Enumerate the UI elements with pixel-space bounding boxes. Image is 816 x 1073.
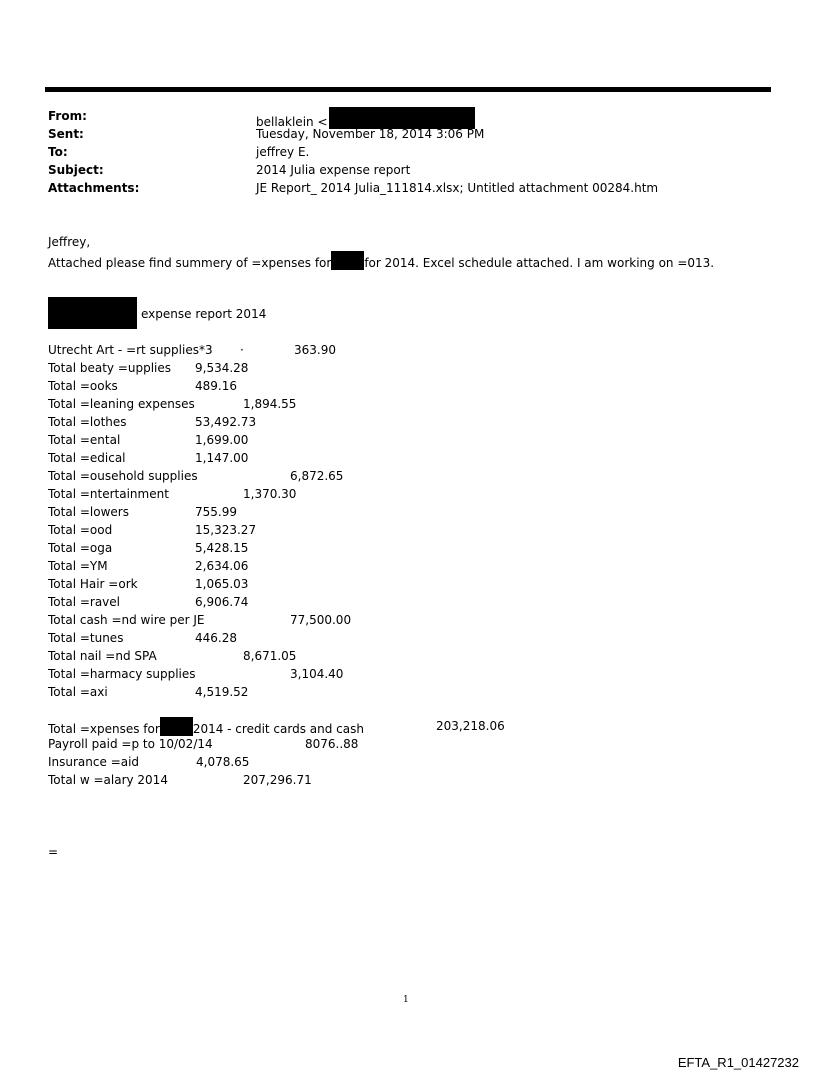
subject-label: Subject:: [48, 163, 104, 177]
expense-label: Total =YM: [48, 559, 108, 573]
expense-label: Total beaty =upplies: [48, 361, 172, 375]
expense-value: 755.99: [195, 505, 237, 519]
expense-label: Total =ousehold supplies: [48, 469, 198, 483]
expense-value: 6,906.74: [195, 595, 249, 609]
from-label: From:: [48, 109, 87, 123]
total-expenses-value: 203,218.06: [436, 719, 505, 733]
expense-value: 2,634.06: [195, 559, 249, 573]
expense-value: 363.90: [294, 343, 336, 357]
expense-label: Utrecht Art - =rt supplies*3: [48, 343, 213, 357]
from-value: bellaklein <: [256, 107, 475, 131]
page-number: 1: [403, 995, 409, 1005]
insurance-label: Insurance =aid: [48, 755, 140, 769]
expense-label: Total cash =nd wire per JE: [48, 613, 205, 627]
expense-value: 1,065.03: [195, 577, 249, 591]
expense-label: Total =ntertainment: [48, 487, 169, 501]
expense-value: 53,492.73: [195, 415, 257, 429]
payroll-label: Payroll paid =p to 10/02/14: [48, 737, 213, 751]
redaction-box: [331, 251, 364, 270]
expense-value: 15,323.27: [195, 523, 257, 537]
expense-label: Total =leaning expenses: [48, 397, 195, 411]
footer-id: EFTA_R1_01427232: [677, 1055, 799, 1070]
expense-value: 1,699.00: [195, 433, 249, 447]
salary-label: Total w =alary 2014: [48, 773, 168, 787]
expense-label: Total =lowers: [48, 505, 129, 519]
body-line: Attached please find summery of =xpenses for for 2014. Excel schedule attached. I am working on =013.: [48, 251, 714, 272]
redaction-box: [160, 717, 193, 736]
sent-label: Sent:: [48, 127, 84, 141]
expense-label: Total Hair =ork: [48, 577, 138, 591]
expense-label: Total =ood: [48, 523, 113, 537]
insurance-value: 4,078.65: [196, 755, 250, 769]
expense-value: 6,872.65: [290, 469, 344, 483]
expense-label: Total =ooks: [48, 379, 118, 393]
expense-label: Total =oga: [48, 541, 113, 555]
attachments-label: Attachments:: [48, 181, 140, 195]
salary-value: 207,296.71: [243, 773, 312, 787]
trailing-char: =: [48, 845, 59, 859]
expense-value: 5,428.15: [195, 541, 249, 555]
report-title: expense report 2014: [141, 307, 267, 321]
expense-value: 1,147.00: [195, 451, 249, 465]
total-expenses-label: Total =xpenses for 2014 - credit cards and cash: [48, 717, 364, 738]
expense-value: 446.28: [195, 631, 237, 645]
expense-value: 1,894.55: [243, 397, 297, 411]
redaction-box: [48, 297, 137, 329]
expense-label: Total =lothes: [48, 415, 127, 429]
expense-value: 77,500.00: [290, 613, 352, 627]
expense-label: Total =tunes: [48, 631, 124, 645]
attachments-value: JE Report_ 2014 Julia_111814.xlsx; Untitled attachment 00284.htm: [256, 181, 659, 195]
expense-value: 3,104.40: [290, 667, 344, 681]
expense-label: Total =ental: [48, 433, 121, 447]
expense-label: Total =harmacy supplies: [48, 667, 196, 681]
payroll-value: 8076..88: [305, 737, 359, 751]
header-divider-rule: [45, 87, 771, 92]
expense-value: 4,519.52: [195, 685, 249, 699]
greeting: Jeffrey,: [48, 235, 91, 249]
sent-value: Tuesday, November 18, 2014 3:06 PM: [256, 127, 485, 141]
to-value: jeffrey E.: [256, 145, 310, 159]
expense-label: Total nail =nd SPA: [48, 649, 157, 663]
to-label: To:: [48, 145, 68, 159]
expense-value: 1,370.30: [243, 487, 297, 501]
expense-mark: ·: [240, 343, 244, 357]
subject-value: 2014 Julia expense report: [256, 163, 411, 177]
expense-label: Total =edical: [48, 451, 126, 465]
expense-value: 489.16: [195, 379, 237, 393]
expense-value: 8,671.05: [243, 649, 297, 663]
expense-label: Total =axi: [48, 685, 108, 699]
expense-value: 9,534.28: [195, 361, 249, 375]
expense-label: Total =ravel: [48, 595, 120, 609]
